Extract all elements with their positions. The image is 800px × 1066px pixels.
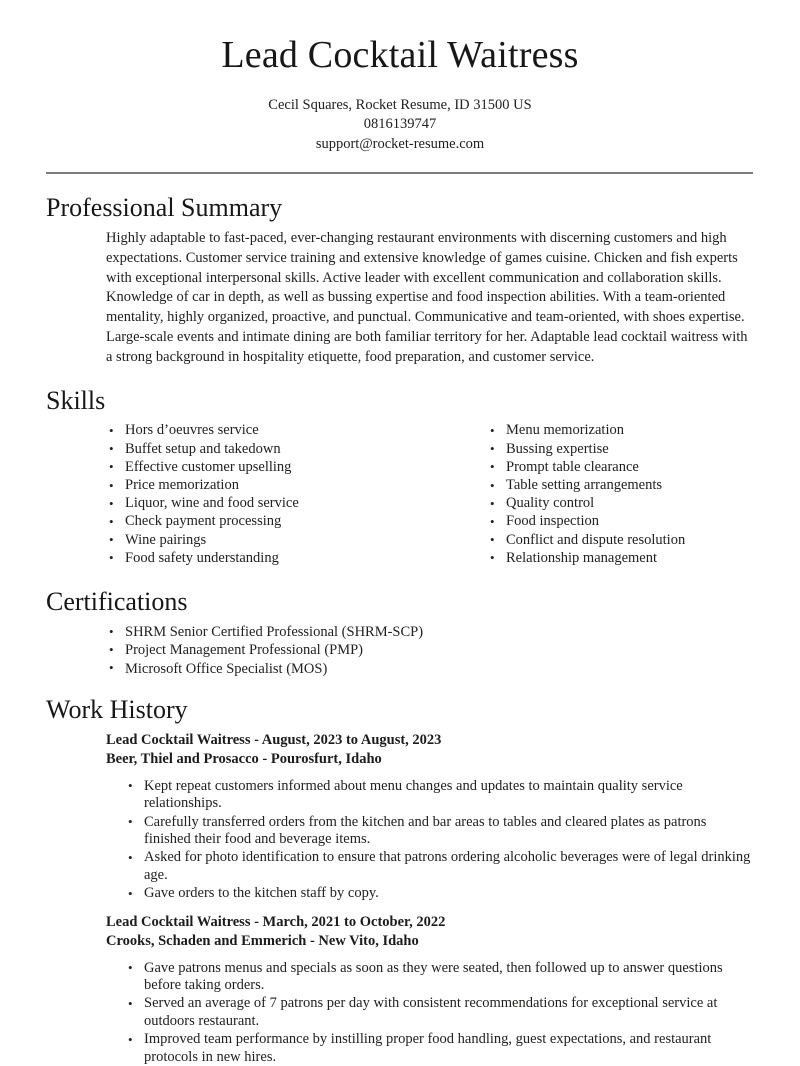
list-item: • Quality control [487, 495, 754, 513]
certifications-list [106, 623, 754, 677]
work-history-entry [46, 731, 754, 903]
list-item: • Prompt table clearance [487, 459, 754, 477]
contact-phone: 0816139747 [363, 116, 437, 133]
list-item: • Project Management Professional (PMP) [106, 641, 754, 659]
job-title-dates: Lead Cocktail Waitress - March, 2021 to October, 2022 [106, 913, 446, 930]
list-item: • Conflict and dispute resolution [487, 532, 754, 550]
list-item: • Food safety understanding [106, 550, 430, 568]
list-item: • Gave patrons menus and specials as soon as they were seated, then followed up to answer questions before taking orders. [125, 960, 754, 995]
job-bullets [106, 960, 754, 1066]
summary-text: Highly adaptable to fast-paced, ever-changing restaurant environments with discerning customers and high expectations. Customer service training and extensive knowledge of games cuisine. Chicken and fish experts with exceptional interpersonal skills. Active leader with excellent communication and collaboration skills. Knowledge of car in depth, as well as bussing expertise and food inspection abilities. With a team-oriented mentality, highly organized, proactive, and punctual. Communicative and team-oriented, with shoes expertise. Large-scale events and intimate dining are both familiar territory for her. Adaptable lead cocktail waitress with a strong background in hospitality etiquette, food preparation, and customer service. [106, 230, 748, 365]
list-item: • Wine pairings [106, 532, 430, 550]
candidate-name: Lead Cocktail Waitress [221, 34, 579, 76]
list-item: • Gave orders to the kitchen staff by copy. [125, 885, 754, 903]
contact-address: Cecil Squares, Rocket Resume, ID 31500 US [268, 96, 532, 113]
section-heading-certifications: Certifications [46, 586, 188, 616]
list-item: • SHRM Senior Certified Professional (SHRM-SCP) [106, 623, 754, 641]
job-company-location: Beer, Thiel and Prosacco - Pourosfurt, Idaho [106, 750, 382, 767]
job-bullets [106, 778, 754, 903]
section-heading-summary: Professional Summary [46, 193, 283, 223]
header-divider [46, 172, 753, 174]
list-item: • Improved team performance by instilling proper food handling, guest expectations, and restaurant protocols in new hires. [125, 1031, 754, 1066]
work-history-entry [46, 913, 754, 1066]
list-item: • Menu memorization [487, 422, 754, 440]
certifications-body [46, 623, 754, 677]
skills-columns [46, 422, 754, 568]
list-item: • Table setting arrangements [487, 477, 754, 495]
skills-column-right [430, 422, 754, 568]
list-item: • Served an average of 7 patrons per day with consistent recommendations for exceptional service at outdoors restaurant. [125, 995, 754, 1030]
list-item: • Price memorization [106, 477, 430, 495]
list-item: • Hors d’oeuvres service [106, 422, 430, 440]
list-item: • Liquor, wine and food service [106, 495, 430, 513]
list-item: • Bussing expertise [487, 441, 754, 459]
list-item: • Effective customer upselling [106, 459, 430, 477]
skills-list-right [487, 422, 754, 567]
list-item: • Carefully transferred orders from the kitchen and bar areas to tables and cleared plates as patrons finished their food and beverage items. [125, 814, 754, 849]
section-heading-work-history: Work History [46, 694, 188, 724]
list-item: • Kept repeat customers informed about menu changes and updates to maintain quality service relationships. [125, 778, 754, 813]
job-company-location: Crooks, Schaden and Emmerich - New Vito, Idaho [106, 932, 419, 949]
section-skills [46, 385, 754, 568]
section-professional-summary [46, 192, 754, 367]
job-bullet-list [125, 778, 754, 903]
resume-header [46, 0, 754, 174]
summary-body [46, 229, 754, 367]
skills-column-left [106, 422, 430, 568]
list-item: • Check payment processing [106, 513, 430, 531]
section-heading-skills: Skills [46, 386, 106, 416]
list-item: • Buffet setup and takedown [106, 441, 430, 459]
list-item: • Microsoft Office Specialist (MOS) [106, 660, 754, 678]
section-certifications [46, 586, 754, 678]
work-history-body [46, 731, 754, 1066]
list-item: • Food inspection [487, 513, 754, 531]
job-bullet-list [125, 960, 754, 1066]
list-item: • Asked for photo identification to ensure that patrons ordering alcoholic beverages were of legal drinking age. [125, 849, 754, 884]
job-title-dates: Lead Cocktail Waitress - August, 2023 to August, 2023 [106, 731, 442, 748]
contact-email: support@rocket-resume.com [315, 135, 485, 152]
section-work-history [46, 694, 754, 1066]
skills-list-left [106, 422, 430, 567]
list-item: • Relationship management [487, 550, 754, 568]
